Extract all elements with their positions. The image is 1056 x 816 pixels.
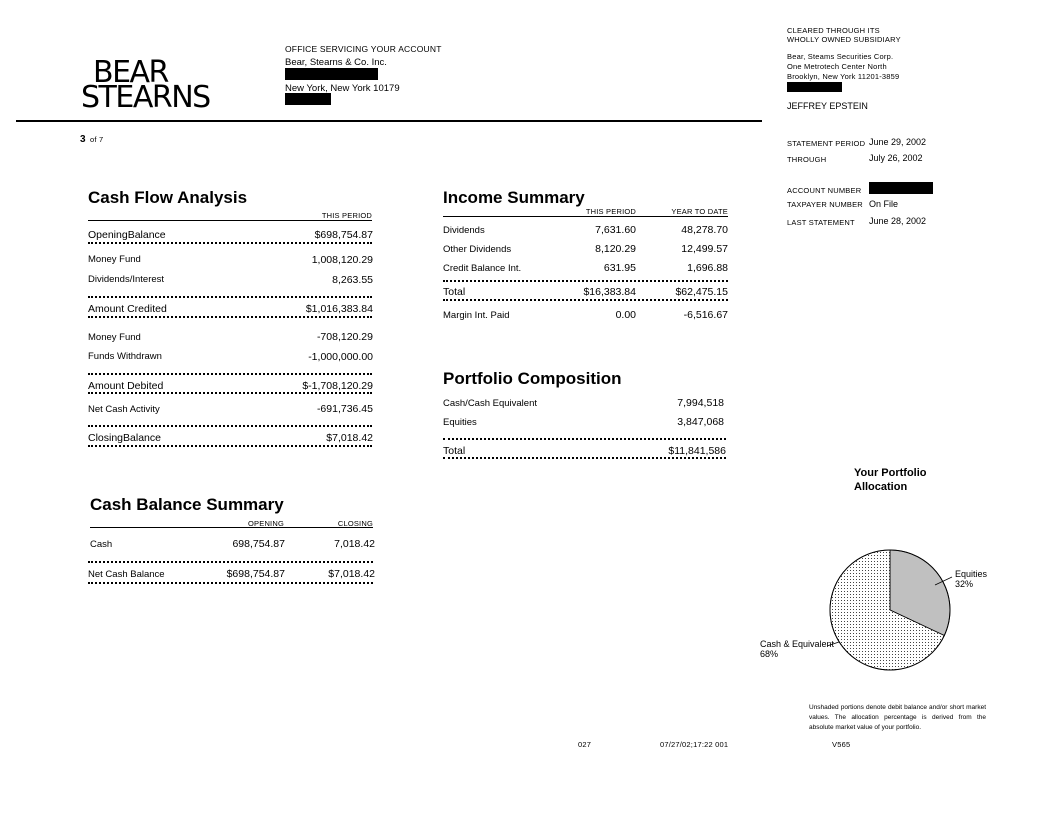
cf-row-label: Dividends/Interest [88,274,165,285]
portfolio-row-value: 3,847,068 [677,416,724,428]
cf-row-label: OpeningBalance [88,229,166,241]
income-total-label: Total [443,286,466,298]
dotted-rule [88,373,372,375]
dotted-rule [88,582,373,584]
office-name: Bear, Stearns & Co. Inc. [285,57,387,68]
through-label: THROUGH [787,155,827,164]
cash-flow-header-rule [88,220,372,221]
cash-flow-col-header: THIS PERIOD [321,211,372,220]
clearing-line-2: WHOLLY OWNED SUBSIDIARY [787,35,901,44]
page-number: 3 [80,134,86,145]
income-row-this-period: 0.00 [615,309,636,321]
clearing-address-2: Brooklyn, New York 11201-3859 [787,72,900,81]
cf-row-value: $698,754.87 [314,229,373,241]
cash-balance-total-closing: $7,018.42 [328,568,375,580]
allocation-title-line-1: Your Portfolio [854,467,927,479]
taxpayer-label: TAXPAYER NUMBER [787,200,863,209]
cf-row-value: $1,016,383.84 [305,303,373,315]
cf-row-label: Money Fund [88,254,141,265]
cf-row-label: Amount Credited [88,303,167,315]
dotted-rule [88,296,372,298]
dotted-rule [88,425,372,427]
income-row-label: Margin Int. Paid [443,310,510,321]
income-row-this-period: 7,631.60 [595,224,636,236]
portfolio-composition-title: Portfolio Composition [443,369,622,388]
redacted-account-number [869,182,933,194]
equities-leader-line [935,577,952,585]
last-statement-value: June 28, 2002 [869,216,927,226]
logo-line-1: BEAR [93,55,168,90]
cash-balance-title: Cash Balance Summary [90,495,284,514]
cf-row-value: 1,008,120.29 [311,254,373,266]
income-row-label: Dividends [443,225,485,236]
footer-timestamp: 07/27/02;17:22 001 [660,740,729,749]
cf-row-value: $7,018.42 [326,432,373,444]
allocation-title-line-2: Allocation [854,481,908,493]
dotted-rule [88,242,372,244]
cf-row-label: ClosingBalance [88,432,161,444]
income-row-label: Other Dividends [443,244,512,255]
clearing-address-1: One Metrotech Center North [787,62,887,71]
through-value: July 26, 2002 [869,153,923,163]
cash-balance-row-label: Cash [90,539,113,550]
income-col-year-to-date: YEAR TO DATE [671,207,728,216]
income-row-ytd: 12,499.57 [681,243,728,255]
income-row-this-period: 8,120.29 [595,243,636,255]
income-row-ytd: 48,278.70 [681,224,728,236]
office-heading: OFFICE SERVICING YOUR ACCOUNT [285,44,442,54]
cash-equivalent-pct: 68% [760,649,779,659]
dotted-rule [88,392,372,394]
cash-balance-total-label: Net Cash Balance [88,569,165,580]
income-header-rule [443,216,728,217]
header-rule [16,120,762,122]
dotted-rule [443,457,726,459]
cf-row-label: Money Fund [88,332,141,343]
income-total-this-period: $16,383.84 [583,286,636,298]
portfolio-total-label: Total [443,445,466,457]
office-city: New York, New York 10179 [285,83,400,94]
equities-pct: 32% [955,579,974,589]
footer-code-1: 027 [578,740,592,749]
income-summary-title: Income Summary [443,188,585,207]
dotted-rule [88,561,373,563]
dotted-rule [88,445,372,447]
dotted-rule [443,280,728,282]
portfolio-row-value: 7,994,518 [677,397,724,409]
cash-balance-row-closing: 7,018.42 [334,538,375,550]
income-col-this-period: THIS PERIOD [585,207,636,216]
cash-flow-title: Cash Flow Analysis [88,188,248,207]
equities-label: Equities [955,569,988,579]
cf-row-value: -1,000,000.00 [308,351,373,363]
cash-balance-col-closing: CLOSING [337,519,373,528]
redacted-clearing [787,82,842,92]
allocation-footnote: Unshaded portions denote debit balance and/or short market values. The allocation percentage is derived from the absolute market value of your portfolio. [809,704,986,731]
cf-row-label: Funds Withdrawn [88,351,162,362]
equities-slice-label [955,569,987,589]
cash-slice-label [760,639,834,659]
clearing-line-1: CLEARED THROUGH ITS [787,26,880,35]
portfolio-row-label: Cash/Cash Equivalent [443,398,537,409]
dotted-rule [88,316,372,318]
logo-line-2: STEARNS [81,80,210,115]
cf-row-label: Net Cash Activity [88,404,160,415]
cf-row-value: 8,263.55 [332,274,373,286]
income-row-ytd: 1,696.88 [687,262,728,274]
last-statement-label: LAST STATEMENT [787,218,855,227]
cash-balance-total-opening: $698,754.87 [226,568,285,580]
portfolio-row-label: Equities [443,417,477,428]
cash-equivalent-label: Cash & Equivalent [760,639,835,649]
statement-period-value: June 29, 2002 [869,137,927,147]
footer-code-2: V565 [832,740,851,749]
page-of: of 7 [90,135,104,144]
dotted-rule [443,438,726,440]
income-row-label: Credit Balance Int. [443,263,522,274]
account-number-label: ACCOUNT NUMBER [787,186,862,195]
redacted-zip [285,94,331,105]
income-total-ytd: $62,475.15 [675,286,728,298]
cash-balance-row-opening: 698,754.87 [232,538,285,550]
clearing-name: Bear, Steams Securities Corp. [787,52,894,61]
cf-row-value: -708,120.29 [316,331,373,343]
income-row-ytd: -6,516.67 [683,309,728,321]
bear-stearns-logo [81,55,210,115]
cf-row-value: $-1,708,120.29 [302,380,373,392]
client-name: JEFFREY EPSTEIN [787,101,868,111]
dotted-rule [443,299,728,301]
cash-balance-col-opening: OPENING [248,519,284,528]
cash-balance-header-rule [90,527,373,528]
portfolio-total-value: $11,841,586 [668,445,726,457]
statement-period-label: STATEMENT PERIOD [787,139,866,148]
income-row-this-period: 631.95 [603,262,636,274]
cf-row-value: -691,736.45 [316,403,373,415]
taxpayer-value: On File [869,199,899,209]
page-indicator [80,129,103,147]
redacted-address [285,68,378,80]
cf-row-label: Amount Debited [88,380,164,392]
